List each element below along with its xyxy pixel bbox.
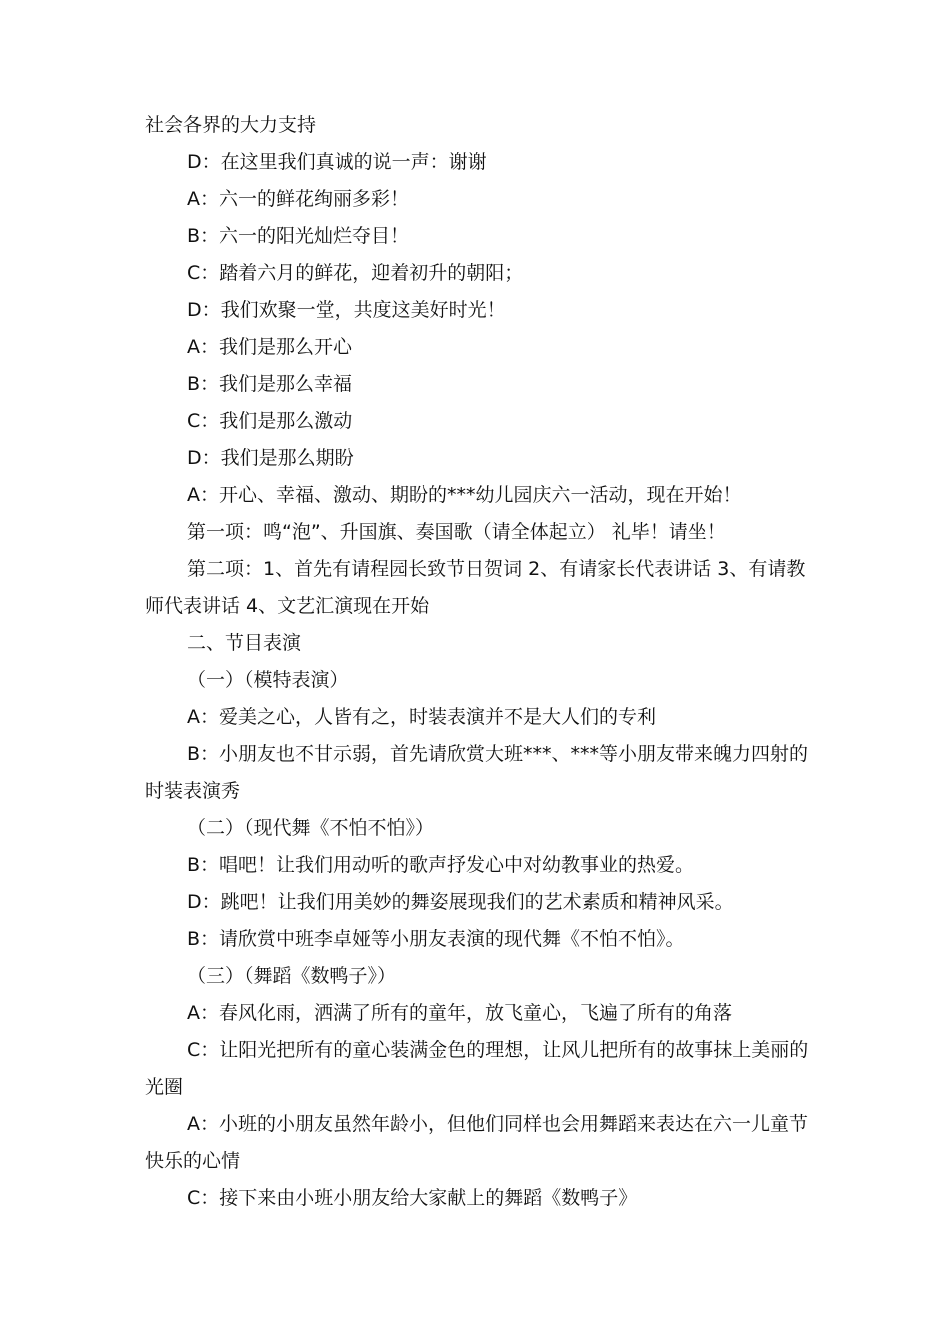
paragraph: C：接下来由小班小朋友给大家献上的舞蹈《数鸭子》 — [187, 1187, 638, 1209]
paragraph: B：小朋友也不甘示弱，首先请欣赏大班***、***等小朋友带来魄力四射的时装表演秀 — [145, 743, 809, 802]
paragraph: D：我们欢聚一堂，共度这美好时光！ — [187, 299, 506, 321]
paragraph: A：春风化雨，洒满了所有的童年，放飞童心，飞遍了所有的角落 — [187, 1002, 732, 1024]
paragraph: D：我们是那么期盼 — [187, 447, 354, 469]
paragraph: 二、节目表演 — [187, 632, 302, 654]
paragraph: C：我们是那么激动 — [187, 410, 353, 432]
paragraph: B：请欣赏中班李卓娅等小朋友表演的现代舞《不怕不怕》。 — [187, 928, 685, 950]
paragraph: 第二项：1、首先有请程园长致节日贺词 2、有请家长代表讲话 3、有请教师代表讲话 4、文艺汇演现在开始 — [145, 558, 806, 617]
paragraph: B：六一的阳光灿烂夺目！ — [187, 225, 410, 247]
paragraph: （二）（现代舞《不怕不怕》） — [187, 817, 435, 839]
paragraph: （一）（模特表演） — [187, 669, 349, 691]
paragraph: B：唱吧！让我们用动听的歌声抒发心中对幼教事业的热爱。 — [187, 854, 695, 876]
paragraph: D：在这里我们真诚的说一声：谢谢 — [187, 151, 487, 173]
paragraph: A：六一的鲜花绚丽多彩！ — [187, 188, 409, 210]
paragraph: （三）（舞蹈《数鸭子》） — [187, 965, 397, 987]
paragraph: D：跳吧！让我们用美妙的舞姿展现我们的艺术素质和精神风采。 — [187, 891, 734, 913]
document-body — [145, 107, 810, 1217]
paragraph: B：我们是那么幸福 — [187, 373, 353, 395]
paragraph: C：让阳光把所有的童心装满金色的理想，让风儿把所有的故事抹上美丽的光圈 — [145, 1039, 809, 1098]
paragraph: 社会各界的大力支持 — [145, 114, 317, 136]
paragraph: A：爱美之心，人皆有之，时装表演并不是大人们的专利 — [187, 706, 656, 728]
paragraph: A：我们是那么开心 — [187, 336, 352, 358]
paragraph: 第一项：鸣“泡”、升国旗、奏国歌（请全体起立） 礼毕！请坐！ — [187, 521, 726, 543]
paragraph: A：开心、幸福、激动、期盼的***幼儿园庆六一活动，现在开始！ — [187, 484, 742, 506]
paragraph: C：踏着六月的鲜花，迎着初升的朝阳； — [187, 262, 524, 284]
paragraph: A：小班的小朋友虽然年龄小，但他们同样也会用舞蹈来表达在六一儿童节快乐的心情 — [145, 1113, 808, 1172]
